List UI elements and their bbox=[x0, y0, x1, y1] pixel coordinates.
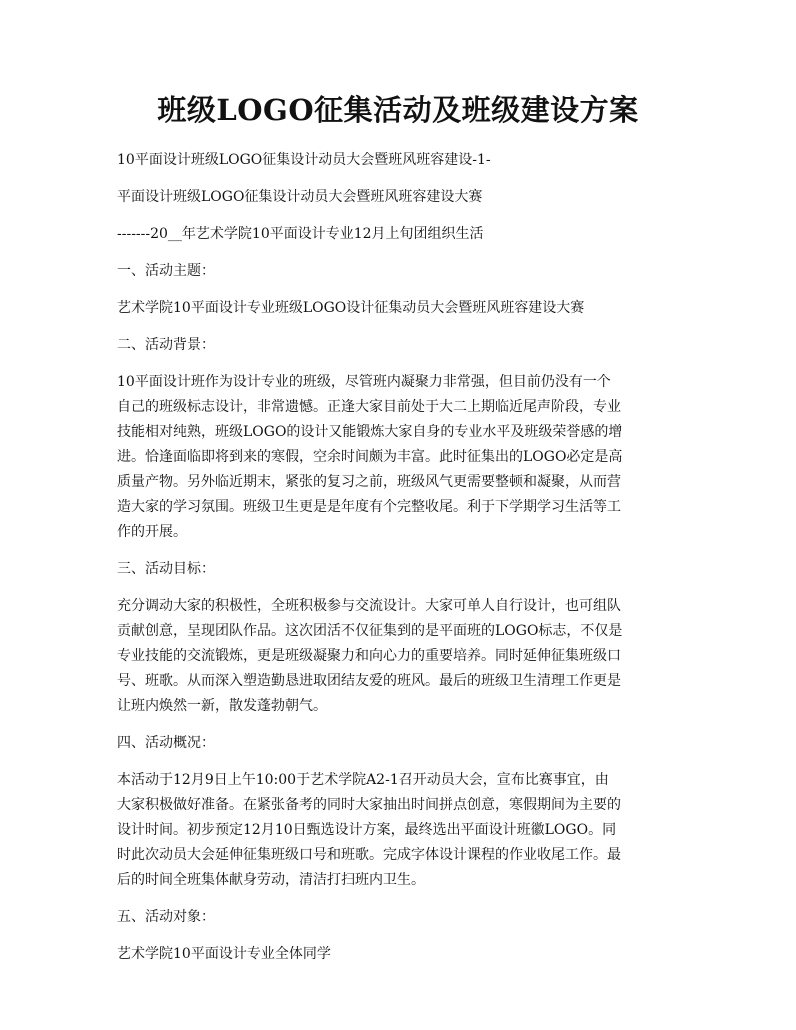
paragraph bbox=[117, 333, 681, 358]
paragraph bbox=[117, 905, 681, 930]
document-title: 班级LOGO征集活动及班级建设方案 bbox=[157, 93, 639, 127]
text-line: 后的时间全班集体献身劳动，清洁打扫班内卫生。 bbox=[117, 872, 425, 888]
paragraph bbox=[117, 731, 681, 756]
text-line: 时此次动员大会延伸征集班级口号和班歌。完成字体设计课程的作业收尾工作。最 bbox=[117, 847, 621, 863]
text-line: 平面设计班级LOGO征集设计动员大会暨班风班容建设大赛 bbox=[117, 189, 483, 205]
text-line: 技能相对纯熟，班级LOGO的设计又能锻炼大家自身的专业水平及班级荣誉感的增 bbox=[117, 424, 623, 440]
paragraph bbox=[117, 942, 681, 967]
paragraph bbox=[117, 185, 681, 210]
text-line: 五、活动对象： bbox=[117, 909, 215, 925]
text-line: 大家积极做好准备。在紧张备考的同时大家抽出时间拼点创意，寒假期间为主要的 bbox=[117, 797, 621, 813]
paragraph bbox=[117, 222, 681, 247]
text-line: 充分调动大家的积极性，全班积极参与交流设计。大家可单人自行设计，也可组队 bbox=[117, 598, 621, 614]
text-line: 本活动于12月9日上午10:00于艺术学院A2-1召开动员大会，宣布比赛事宜，由 bbox=[117, 772, 609, 788]
text-line: 艺术学院10平面设计专业全体同学 bbox=[117, 946, 331, 962]
document-body bbox=[117, 148, 681, 979]
text-line: 三、活动目标： bbox=[117, 561, 215, 577]
paragraph bbox=[117, 296, 681, 321]
text-line: 进。恰逢面临即将到来的寒假，空余时间颇为丰富。此时征集出的LOGO必定是高 bbox=[117, 449, 623, 465]
text-line: 贡献创意，呈现团队作品。这次团活不仅征集到的是平面班的LOGO标志，不仅是 bbox=[117, 623, 623, 639]
text-line: 四、活动概况： bbox=[117, 735, 215, 751]
paragraph bbox=[117, 768, 681, 893]
text-line: 10平面设计班级LOGO征集设计动员大会暨班风班容建设-1- bbox=[117, 152, 491, 168]
text-line: 二、活动背景： bbox=[117, 337, 215, 353]
text-line: 造大家的学习氛围。班级卫生更是是年度有个完整收尾。利于下学期学习生活等工 bbox=[117, 499, 621, 515]
paragraph bbox=[117, 148, 681, 173]
text-line: 10平面设计班作为设计专业的班级，尽管班内凝聚力非常强，但目前仍没有一个 bbox=[117, 374, 611, 390]
text-line: 质量产物。另外临近期末，紧张的复习之前，班级风气更需要整顿和凝聚，从而营 bbox=[117, 474, 621, 490]
text-line: 设计时间。初步预定12月10日甄选设计方案，最终选出平面设计班徽LOGO。同 bbox=[117, 822, 617, 838]
text-line: 作的开展。 bbox=[117, 524, 187, 540]
text-line: 一、活动主题： bbox=[117, 263, 215, 279]
text-line: 让班内焕然一新，散发蓬勃朝气。 bbox=[117, 698, 327, 714]
paragraph bbox=[117, 557, 681, 582]
text-line: 号、班歌。从而深入塑造勤恳进取团结友爱的班风。最后的班级卫生清理工作更是 bbox=[117, 673, 621, 689]
text-line: 专业技能的交流锻炼，更是班级凝聚力和向心力的重要培养。同时延伸征集班级口 bbox=[117, 648, 621, 664]
paragraph bbox=[117, 259, 681, 284]
paragraph bbox=[117, 594, 681, 719]
paragraph bbox=[117, 370, 681, 545]
text-line: -------20__年艺术学院10平面设计专业12月上旬团组织生活 bbox=[117, 226, 484, 242]
text-line: 艺术学院10平面设计专业班级LOGO设计征集动员大会暨班风班容建设大赛 bbox=[117, 300, 585, 316]
text-line: 自己的班级标志设计，非常遗憾。正逢大家目前处于大二上期临近尾声阶段，专业 bbox=[117, 399, 621, 415]
